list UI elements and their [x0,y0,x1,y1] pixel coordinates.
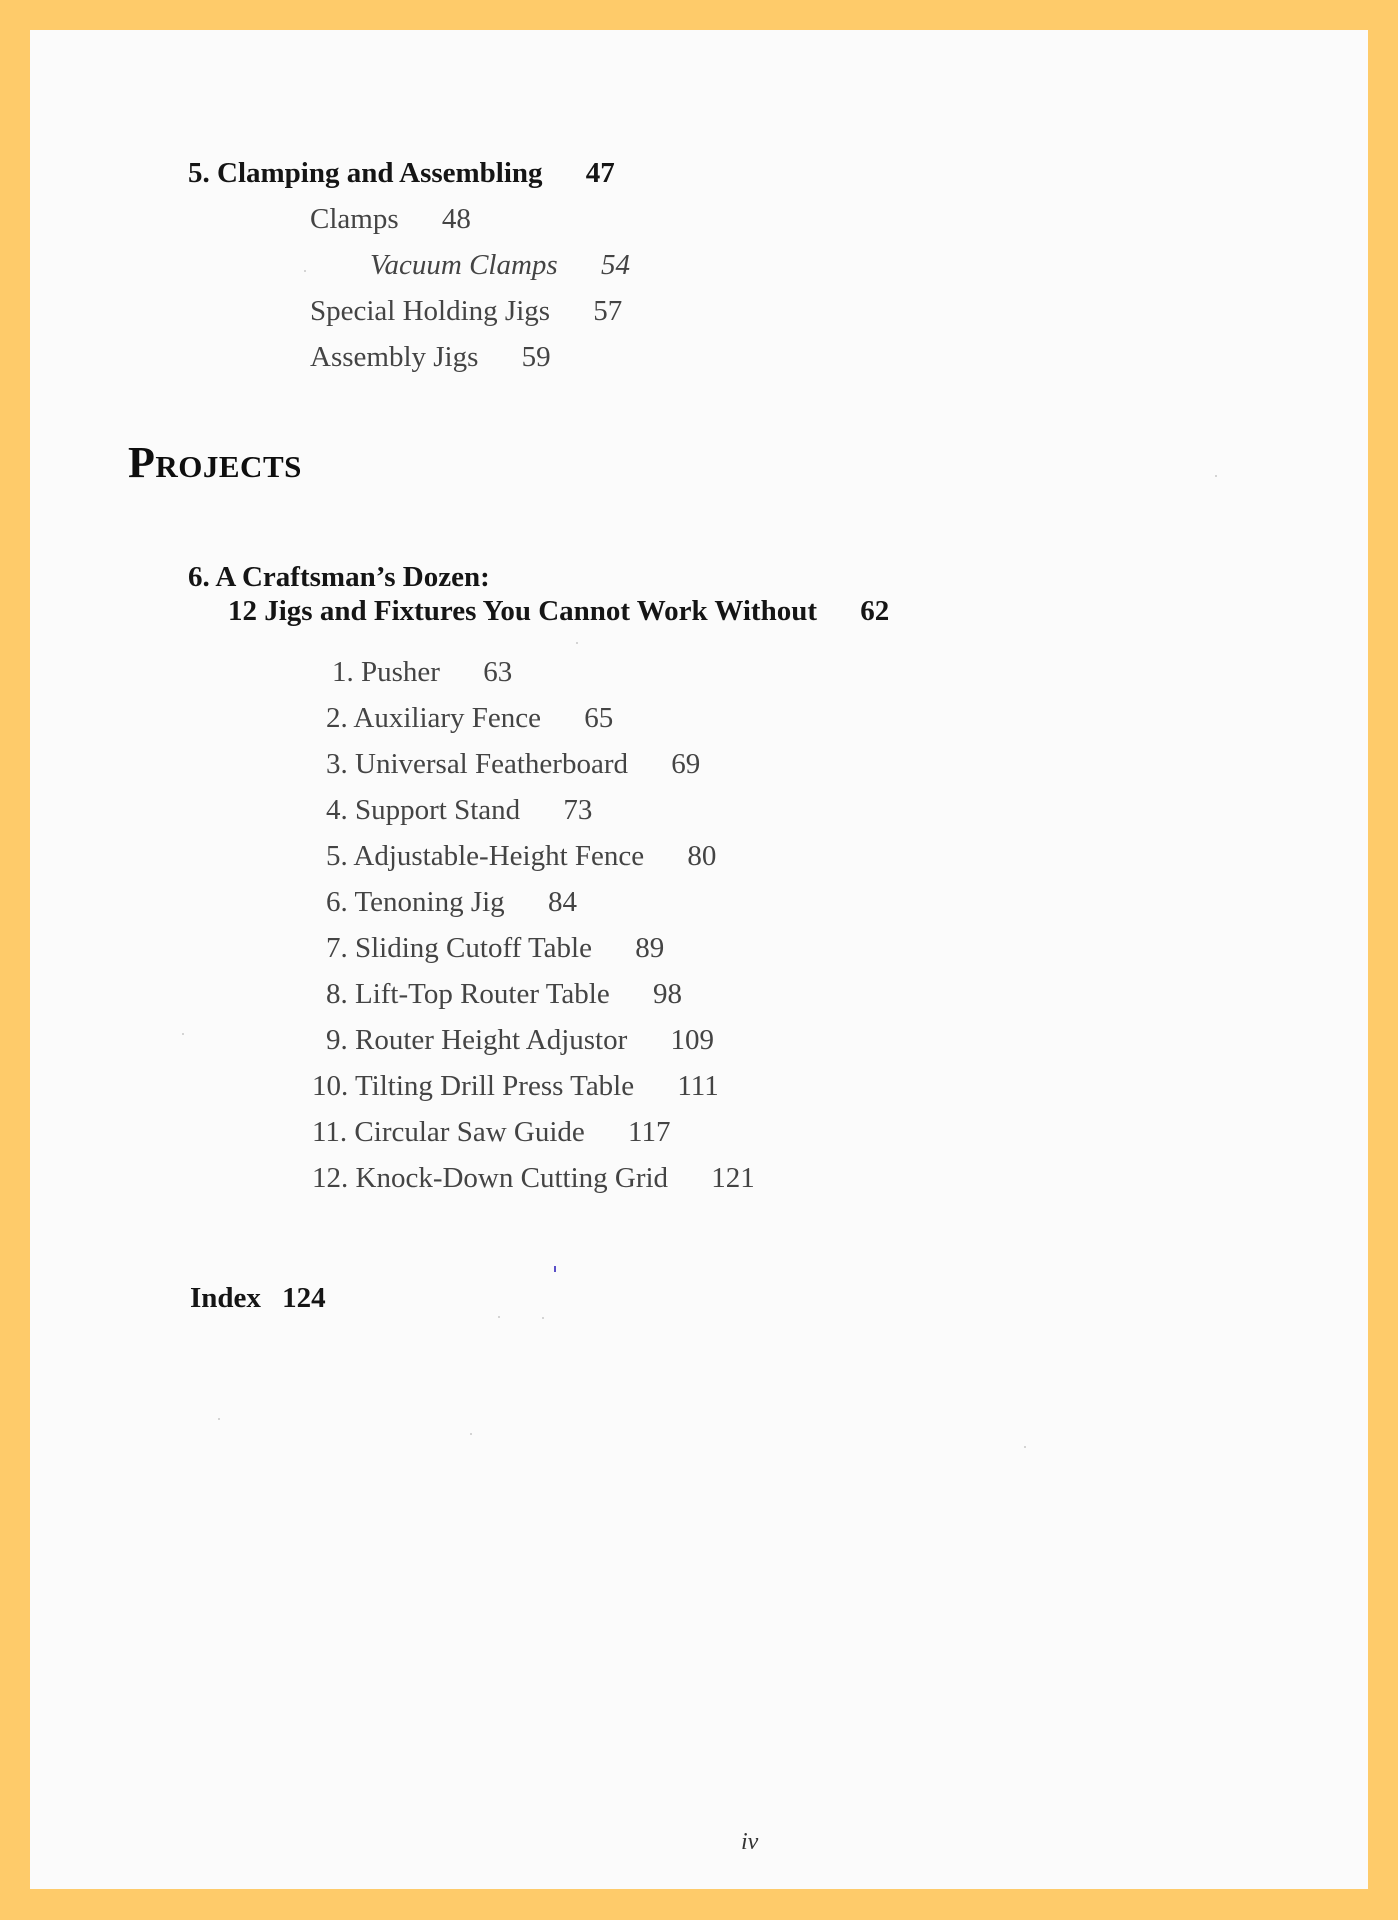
toc-entry-label: 1. Pusher [332,656,440,688]
toc-chapter-6-page: 62 [860,595,890,627]
toc-entry-label: Assembly Jigs [310,341,479,373]
toc-entry-special-holding-jigs[interactable] [310,297,622,326]
toc-entry-label: Special Holding Jigs [310,295,551,327]
toc-chapter-6-line1[interactable]: 6. A Craftsman’s Dozen: [188,561,490,593]
toc-entry-project-2[interactable] [326,704,613,733]
scan-speck [542,1317,544,1319]
toc-entry-page: 109 [670,1024,715,1056]
section-heading-projects: Projects [128,438,302,487]
toc-entry-page: 111 [677,1070,719,1102]
toc-entry-project-7[interactable] [326,934,664,963]
toc-entry-clamps[interactable] [310,205,471,234]
scan-speck [498,1316,500,1318]
toc-entry-page: 121 [711,1162,755,1194]
scan-speck [554,1266,556,1272]
toc-entry-project-9[interactable] [326,1026,714,1055]
toc-entry-label: 2. Auxiliary Fence [326,702,542,734]
toc-entry-label: 6. Tenoning Jig [326,886,505,918]
scan-speck [1024,1446,1026,1448]
toc-entry-label: 7. Sliding Cutoff Table [326,932,592,964]
toc-entry-project-8[interactable] [326,980,682,1009]
toc-entry-vacuum-clamps[interactable] [370,251,630,280]
toc-entry-label: Vacuum Clamps [370,249,558,281]
toc-entry-project-12[interactable] [312,1164,755,1193]
scan-speck [1215,475,1217,477]
toc-entry-project-4[interactable] [326,796,592,825]
toc-entry-page: 69 [671,748,701,780]
toc-entry-page: 89 [635,932,665,964]
toc-entry-page: 80 [687,840,717,872]
toc-entry-project-1[interactable] [332,658,512,687]
toc-entry-page: 73 [563,794,593,826]
toc-entry-page: 63 [483,656,513,688]
toc-chapter-6-title: 12 Jigs and Fixtures You Cannot Work Without [228,595,818,627]
toc-entry-project-3[interactable] [326,750,700,779]
toc-entry-page: 54 [600,249,630,281]
page-number: iv [741,1829,759,1855]
toc-index[interactable] [190,1284,326,1313]
document-page [30,30,1368,1889]
scan-speck [470,1433,472,1435]
toc-chapter-5-page: 47 [585,157,615,189]
toc-entry-label: 11. Circular Saw Guide [312,1116,585,1148]
scan-speck [182,1033,184,1035]
toc-chapter-6-line2[interactable] [228,597,889,626]
toc-entry-project-11[interactable] [312,1118,670,1147]
toc-entry-assembly-jigs[interactable] [310,343,551,372]
scan-speck [304,270,306,272]
toc-chapter-5[interactable] [188,159,615,188]
toc-entry-label: 9. Router Height Adjustor [326,1024,628,1056]
toc-entry-label: 4. Support Stand [326,794,521,826]
toc-entry-page: 117 [628,1116,671,1148]
toc-entry-project-10[interactable] [312,1072,719,1101]
toc-entry-project-6[interactable] [326,888,577,917]
toc-index-page: 124 [282,1282,326,1314]
toc-entry-label: 5. Adjustable-Height Fence [326,840,645,872]
toc-entry-label: 8. Lift-Top Router Table [326,978,610,1010]
toc-entry-page: 84 [547,886,577,918]
toc-entry-page: 48 [441,203,471,235]
scan-speck [576,642,578,644]
toc-chapter-5-title: 5. Clamping and Assembling [188,157,543,189]
toc-index-label: Index [190,1282,261,1314]
toc-entry-label: 3. Universal Featherboard [326,748,628,780]
toc-entry-label: Clamps [310,203,399,235]
toc-entry-label: 10. Tilting Drill Press Table [312,1070,635,1102]
scan-speck [218,1418,220,1420]
toc-entry-project-5[interactable] [326,842,716,871]
toc-entry-page: 59 [521,341,551,373]
toc-entry-page: 57 [593,295,623,327]
toc-entry-page: 98 [652,978,682,1010]
toc-entry-page: 65 [584,702,614,734]
toc-entry-label: 12. Knock-Down Cutting Grid [312,1162,669,1194]
